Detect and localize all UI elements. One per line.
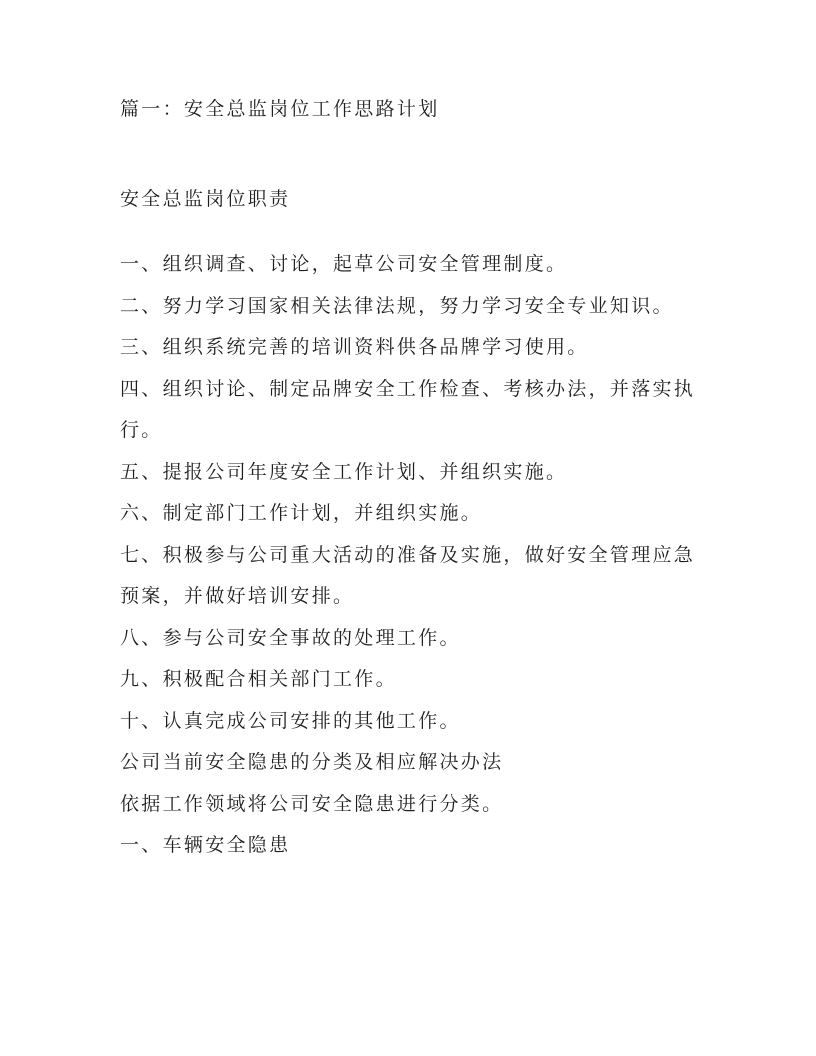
duty-item [120, 327, 740, 369]
duty-item-line: 一、组织调查、讨论，起草公司安全管理制度。 [120, 253, 568, 275]
section-heading: 安全总监岗位职责 [120, 188, 291, 210]
duty-item-line: 八、参与公司安全事故的处理工作。 [120, 626, 461, 649]
hazard-heading: 公司当前安全隐患的分类及相应解决办法 [120, 751, 504, 773]
duty-item [120, 659, 740, 701]
duty-item-line: 三、组织系统完善的培训资料供各品牌学习使用。 [120, 336, 589, 358]
duty-item-line: 九、积极配合相关部门工作。 [120, 668, 397, 690]
hazard-category: 一、车辆安全隐患 [120, 834, 291, 856]
hazard-intro: 依据工作领域将公司安全隐患进行分类。 [120, 792, 504, 815]
duty-item-line: 二、努力学习国家相关法律法规，努力学习安全专业知识。 [120, 294, 674, 317]
duty-item [120, 535, 740, 618]
duty-item-line: 行。 [120, 419, 163, 441]
duty-item [120, 493, 740, 535]
duty-item [120, 286, 740, 328]
duty-item [120, 369, 740, 452]
duty-item-line: 十、认真完成公司安排的其他工作。 [120, 709, 461, 732]
duty-item-line: 五、提报公司年度安全工作计划、并组织实施。 [120, 460, 568, 483]
document-title: 篇一：安全总监岗位工作思路计划 [120, 98, 440, 120]
duty-item-line: 四、组织讨论、制定品牌安全工作检查、考核办法，并落实执 [120, 377, 696, 400]
duty-item-line: 预案，并做好培训安排。 [120, 585, 355, 607]
duty-item [120, 701, 740, 743]
duty-item [120, 244, 740, 286]
duty-item [120, 452, 740, 494]
duty-item-line: 七、积极参与公司重大活动的准备及实施，做好安全管理应急 [120, 543, 696, 566]
document-body [120, 244, 740, 867]
duty-item-line: 六、制定部门工作计划，并组织实施。 [120, 502, 483, 524]
duty-item [120, 618, 740, 660]
